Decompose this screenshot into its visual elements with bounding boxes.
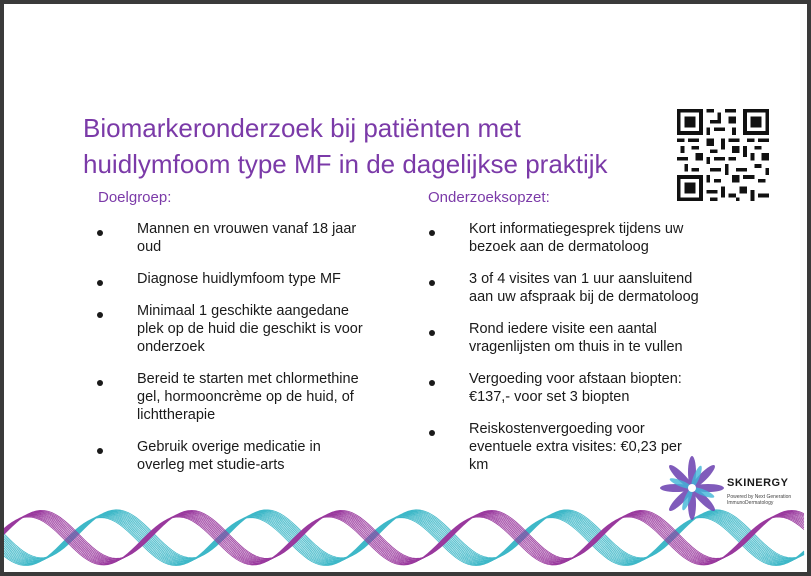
bullet-icon (97, 448, 103, 454)
bullet-icon (97, 312, 103, 318)
slide-title (83, 110, 643, 182)
bullet-icon (429, 380, 435, 386)
skinergy-logo-tagline: Powered by Next Generation ImmunoDermatology (727, 494, 792, 506)
bullet-icon (429, 330, 435, 336)
list-item: Kort informatiegesprek tijdens uw bezoek aan de dermatoloog (469, 220, 749, 256)
bullet-icon (429, 430, 435, 436)
list-item: Vergoeding voor afstaan biopten: €137,- voor set 3 biopten (469, 370, 749, 406)
bullet-icon (97, 230, 103, 236)
bullet-icon (429, 230, 435, 236)
title-line-2: huidlymfoom type MF in de dagelijkse praktijk (83, 149, 608, 179)
slide (4, 4, 807, 572)
skinergy-logo-name: SKINERGY (727, 477, 789, 489)
target-group-list (137, 220, 407, 474)
study-design-heading: Onderzoeksopzet: (428, 189, 550, 206)
target-group-heading: Doelgroep: (98, 189, 172, 206)
list-item: Diagnose huidlymfoom type MF (137, 270, 407, 288)
bullet-icon (97, 380, 103, 386)
list-item: Reiskostenvergoeding voor eventuele extra visites: €0,23 per km (469, 420, 749, 474)
list-item: Minimaal 1 geschikte aangedane plek op de huid die geschikt is voor onderzoek (137, 302, 407, 356)
bullet-icon (97, 280, 103, 286)
study-design-list (469, 220, 749, 474)
title-line-1: Biomarkeronderzoek bij patiënten met (83, 113, 521, 143)
bullet-icon (429, 280, 435, 286)
list-item: 3 of 4 visites van 1 uur aansluitend aan uw afspraak bij de dermatoloog (469, 270, 749, 306)
qr-code-icon (677, 109, 769, 201)
list-item: Bereid te starten met chlormethine gel, hormooncrème op de huid, of lichttherapie (137, 370, 407, 424)
list-item: Gebruik overige medicatie in overleg met studie-arts (137, 438, 407, 474)
list-item: Rond iedere visite een aantal vragenlijsten om thuis in te vullen (469, 320, 749, 356)
list-item: Mannen en vrouwen vanaf 18 jaar oud (137, 220, 407, 256)
